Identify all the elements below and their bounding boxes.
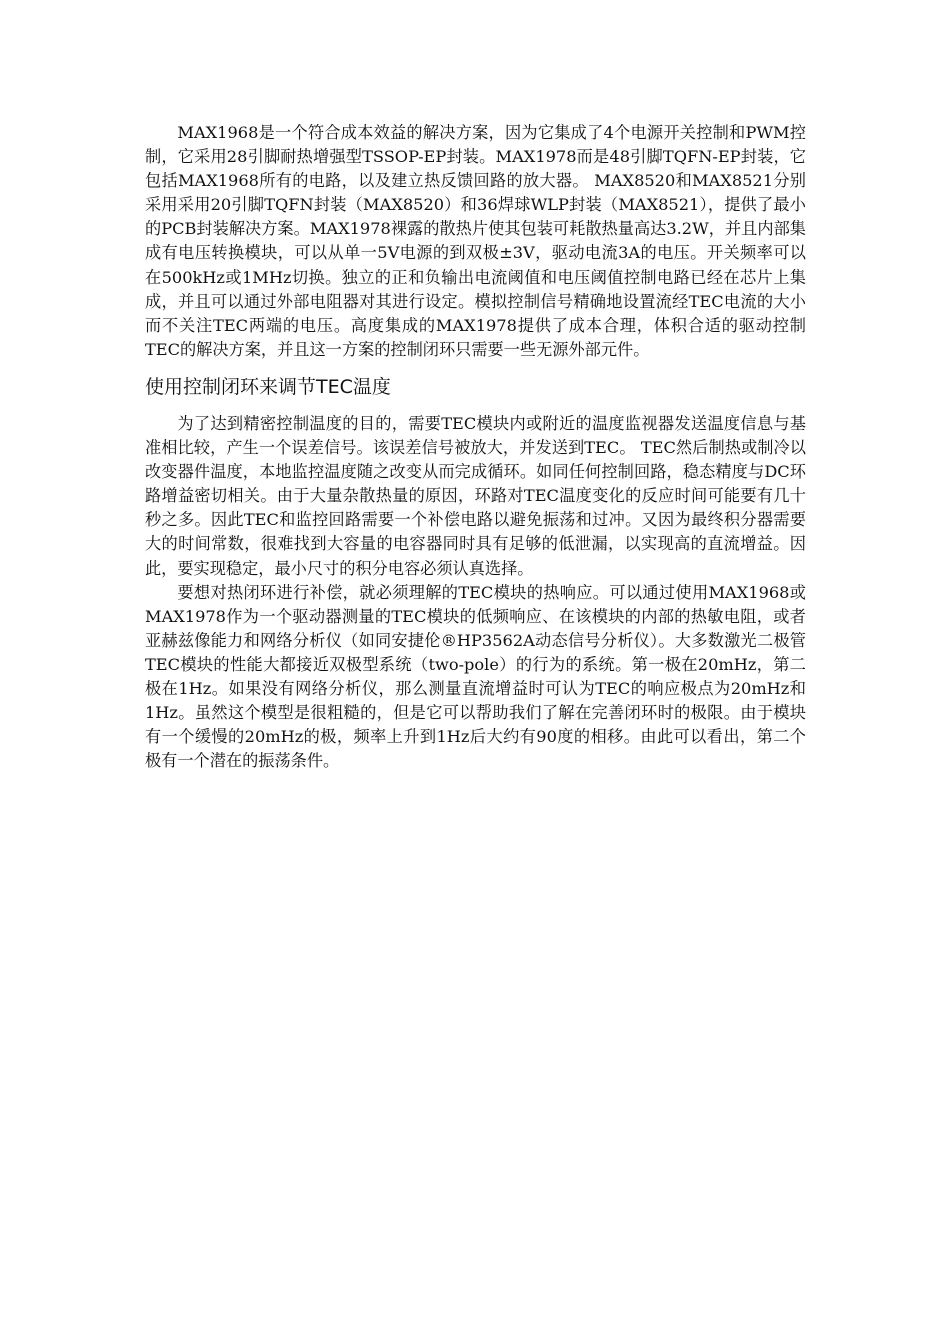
paragraph-precision-control: 为了达到精密控制温度的目的，需要TEC模块内或附近的温度监视器发送温度信息与基准相比较，产生一个误差信号。该误差信号被放大，并发送到TEC。 TEC然后制热或制冷以改变器件温度，本地监控温度随之改变从而完成循环。如同任何控制回路，稳态精度与DC环路增益密切相关。由于大量杂散热量的原因，环路对TEC温度变化的反应时间可能要有几十秒之多。因此TEC和监控回路需要一个补偿电路以避免振荡和过冲。又因为最终积分器需要大的时间常数，很难找到大容量的电容器同时具有足够的低泄漏，以实现高的直流增益。因此，要实现稳定，最小尺寸的积分电容必须认真选择。 <box>145 413 806 578</box>
document-page <box>145 121 806 773</box>
paragraph-thermal-response: 要想对热闭环进行补偿，就必须理解的TEC模块的热响应。可以通过使用MAX1968或MAX1978作为一个驱动器测量的TEC模块的低频响应、在该模块的内部的热敏电阻，或者亚赫兹像能力和网络分析仪（如同安捷伦®HP3562A动态信号分析仪）。大多数激光二极管TEC模块的性能大都接近双极型系统（two-pole）的行为的系统。第一极在20mHz，第二极在1Hz。如果没有网络分析仪，那么测量直流增益时可认为TEC的响应极点为20mHz和1Hz。虽然这个模型是很粗糙的，但是它可以帮助我们了解在完善闭环时的极限。由于模块有一个缓慢的20mHz的极，频率上升到1Hz后大约有90度的相移。由此可以看出，第二个极有一个潜在的振荡条件。 <box>145 582 806 771</box>
paragraph-max1968-overview: MAX1968是一个符合成本效益的解决方案，因为它集成了4个电源开关控制和PWM控制，它采用28引脚耐热增强型TSSOP-EP封装。MAX1978而是48引脚TQFN-EP封装，它包括MAX1968所有的电路，以及建立热反馈回路的放大器。 MAX8520和MAX8521分别采用采用20引脚TQFN封装（MAX8520）和36焊球WLP封装（MAX8521），提供了最小的PCB封装解决方案。MAX1978裸露的散热片使其包装可耗散热量高达3.2W，并且内部集成有电压转换模块，可以从单一5V电源的到双极±3V，驱动电流3A的电压。开关频率可以在500kHz或1MHz切换。独立的正和负输出电流阈值和电压阈值控制电路已经在芯片上集成，并且可以通过外部电阻器对其进行设定。模拟控制信号精确地设置流经TEC电流的大小而不关注TEC两端的电压。高度集成的MAX1978提供了成本合理，体积合适的驱动控制TEC的解决方案，并且这一方案的控制闭环只需要一些无源外部元件。 <box>145 123 806 359</box>
section-heading-tec-temperature: 使用控制闭环来调节TEC温度 <box>145 375 391 398</box>
